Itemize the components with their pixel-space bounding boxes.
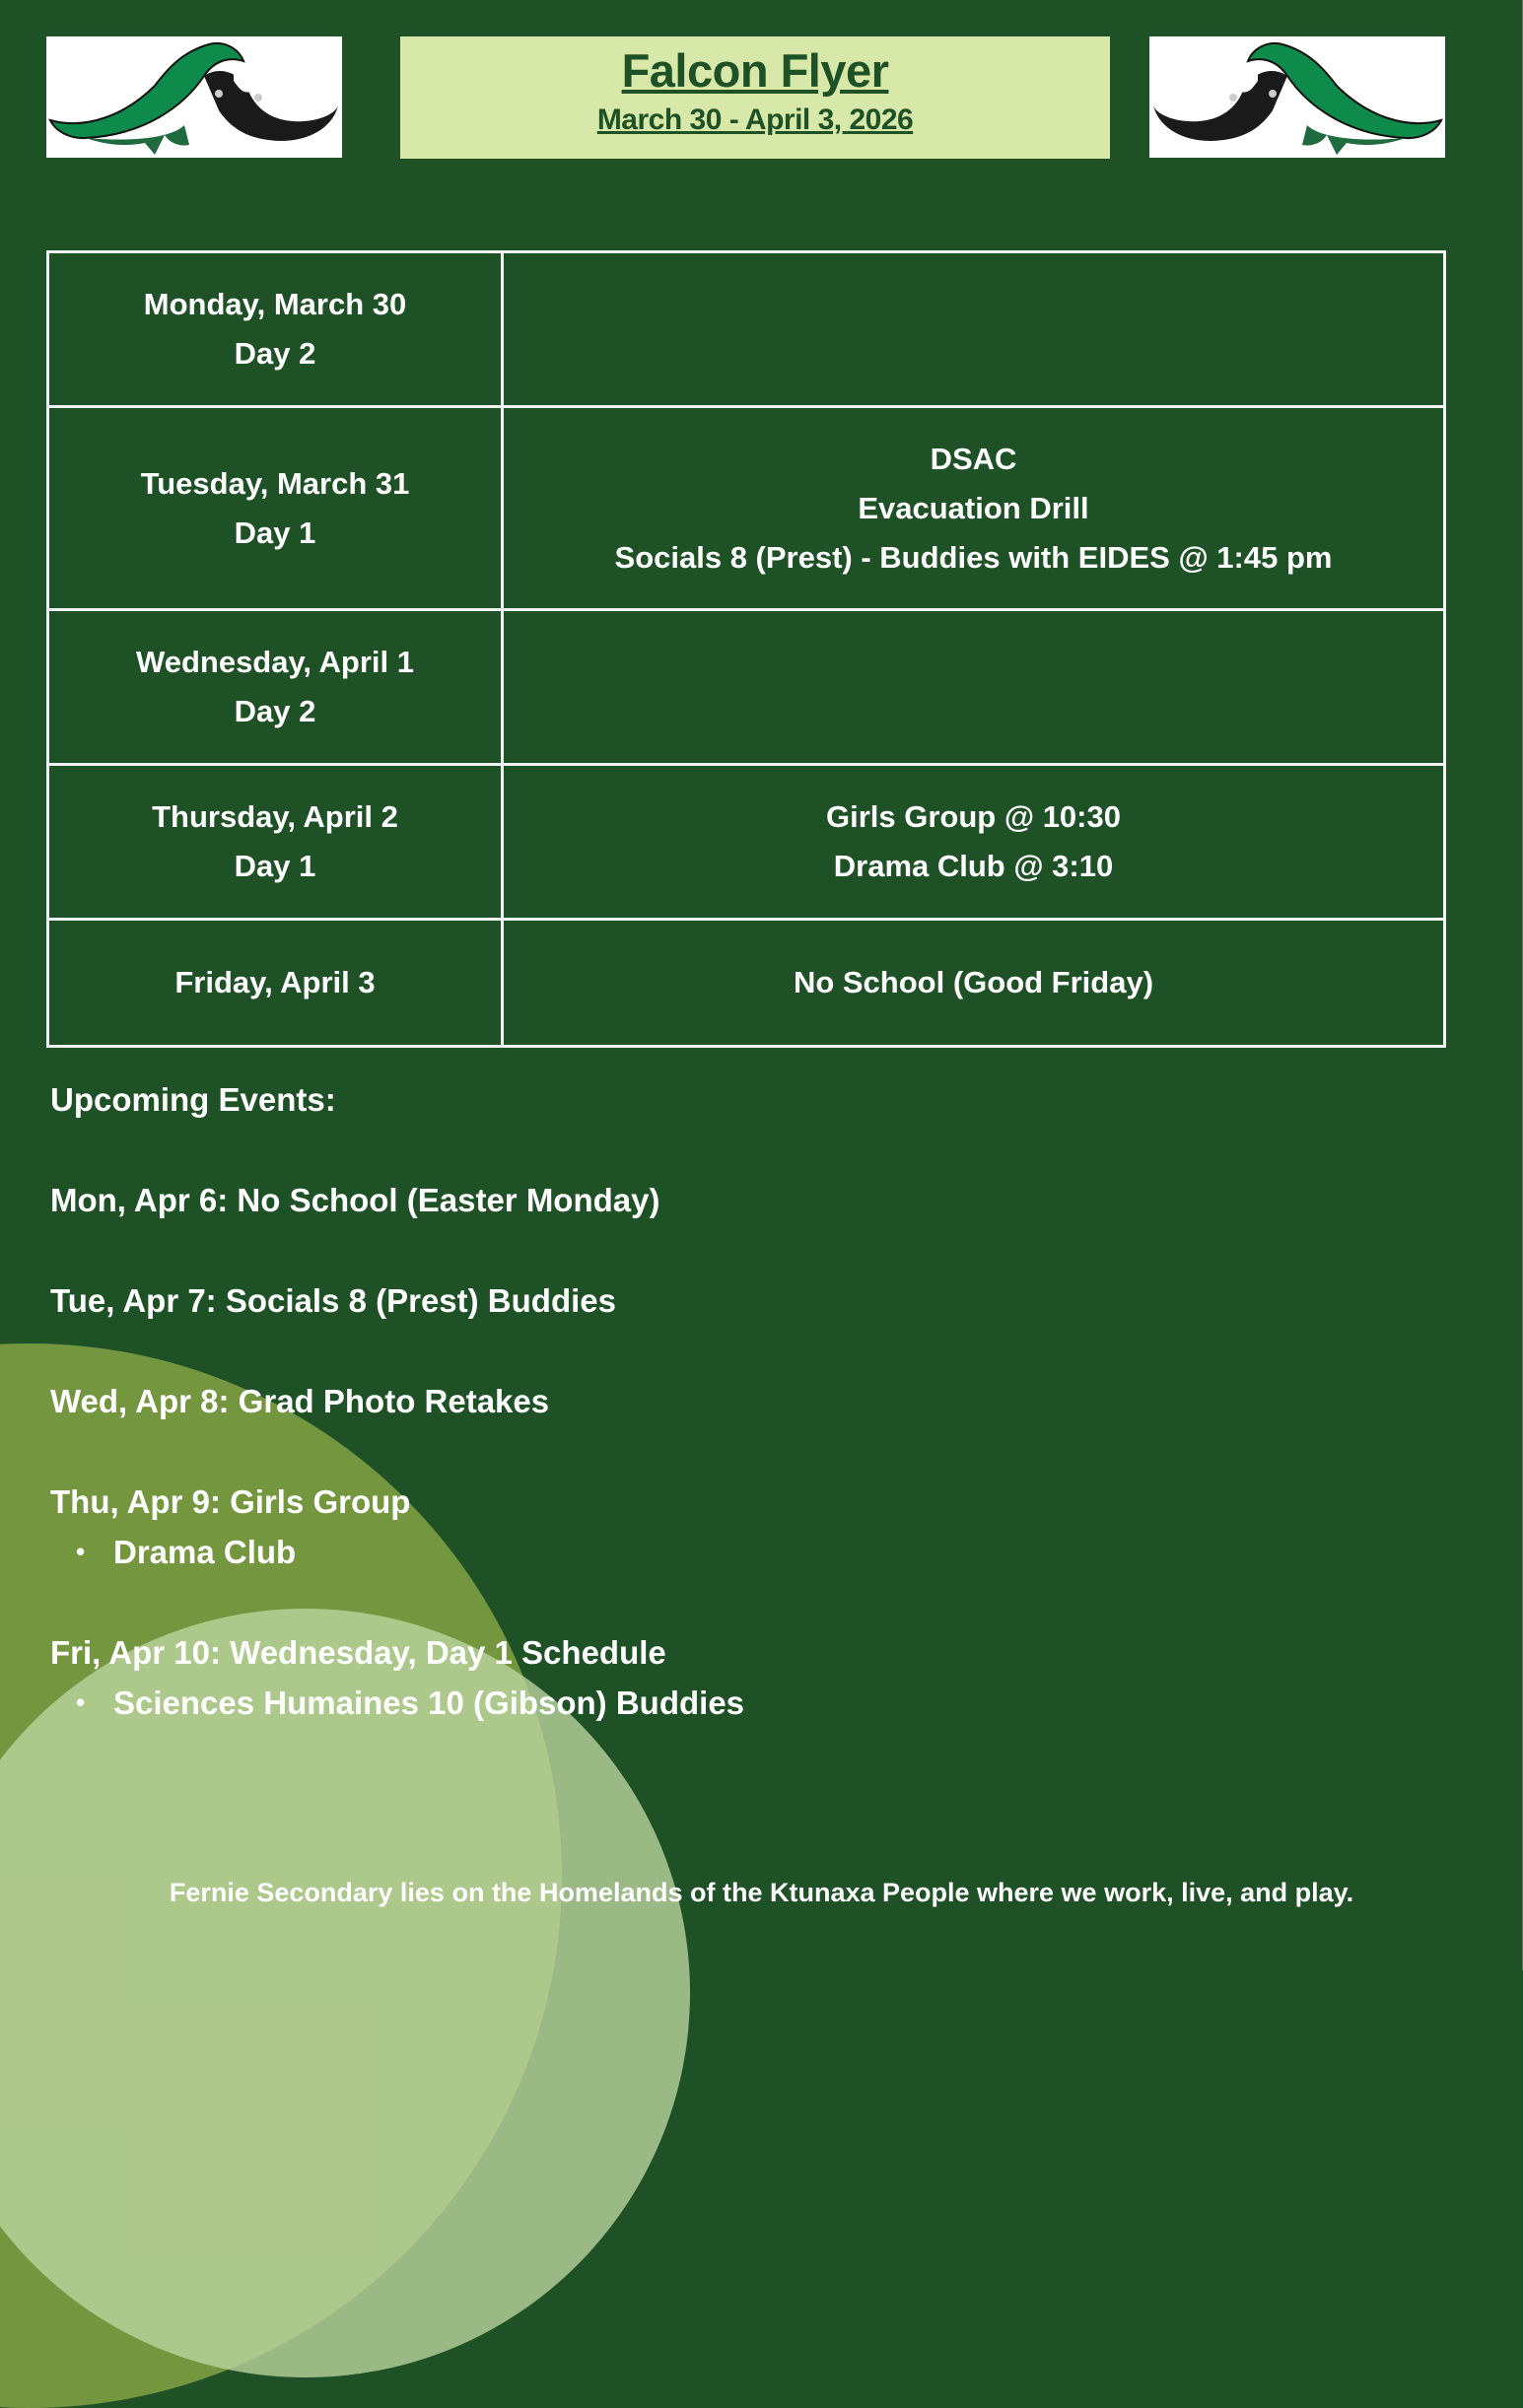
upcoming-event (50, 1376, 1233, 1426)
event-item: Drama Club @ 3:10 (833, 849, 1114, 883)
date-range: March 30 - April 3, 2026 (596, 103, 914, 136)
day-cell (48, 920, 503, 1047)
day-label: Wednesday, April 1 (136, 645, 414, 679)
table-row (48, 610, 1445, 765)
events-cell (503, 765, 1445, 920)
upcoming-events-heading: Upcoming Events: (50, 1081, 336, 1118)
events-cell (503, 920, 1445, 1047)
falcon-mascot-icon (1149, 36, 1445, 158)
upcoming-event (50, 1477, 1233, 1577)
sub-event-item (76, 1527, 1233, 1577)
falcon-logo-left (46, 36, 342, 158)
events-cell (503, 610, 1445, 765)
event-text: Wed, Apr 8: Grad Photo Retakes (50, 1383, 550, 1419)
event-item: Girls Group @ 10:30 (826, 799, 1121, 834)
cycle-label: Day 2 (234, 336, 316, 371)
table-row (48, 407, 1445, 610)
events-cell (503, 252, 1445, 407)
day-cell (48, 407, 503, 610)
day-label: Monday, March 30 (143, 287, 407, 321)
cycle-label: Day 2 (234, 694, 316, 728)
day-label: Friday, April 3 (174, 965, 376, 999)
event-text: Thu, Apr 9: Girls Group (50, 1483, 411, 1520)
cycle-label: Day 1 (234, 515, 316, 550)
event-item: Socials 8 (Prest) - Buddies with EIDES @ 1:45 pm (614, 539, 1333, 575)
falcon-logo-right (1149, 36, 1445, 158)
day-cell (48, 765, 503, 920)
events-cell (503, 407, 1445, 610)
sub-event-text: Drama Club (113, 1534, 297, 1570)
event-text: Tue, Apr 7: Socials 8 (Prest) Buddies (50, 1282, 616, 1319)
day-label: Tuesday, March 31 (140, 465, 410, 501)
table-row (48, 765, 1445, 920)
sub-event-list (50, 1527, 1233, 1577)
land-acknowledgement: Fernie Secondary lies on the Homelands of the Ktunaxa People where we work, live, and play. (169, 1878, 1354, 1907)
event-text: Mon, Apr 6: No School (Easter Monday) (50, 1182, 660, 1218)
header-title-box (400, 36, 1110, 159)
event-item: Evacuation Drill (858, 490, 1089, 525)
table-row (48, 920, 1445, 1047)
weekly-schedule-table (46, 250, 1446, 1048)
table-row (48, 252, 1445, 407)
upcoming-event (50, 1275, 1233, 1326)
bullet-icon: • (76, 1537, 86, 1566)
upcoming-event (50, 1627, 1233, 1728)
event-item: No School (Good Friday) (793, 965, 1154, 999)
event-text: Fri, Apr 10: Wednesday, Day 1 Schedule (50, 1634, 666, 1671)
event-item: DSAC (930, 441, 1017, 476)
cycle-label: Day 1 (234, 849, 316, 883)
upcoming-events-section (50, 1074, 1233, 1778)
falcon-mascot-icon (46, 36, 342, 158)
day-label: Thursday, April 2 (152, 799, 398, 834)
bullet-icon: • (76, 1687, 86, 1717)
upcoming-event (50, 1175, 1233, 1225)
sub-event-item (76, 1678, 1233, 1728)
sub-event-text: Sciences Humaines 10 (Gibson) Buddies (113, 1685, 745, 1721)
newsletter-title: Falcon Flyer (621, 44, 889, 97)
day-cell (48, 610, 503, 765)
day-cell (48, 252, 503, 407)
sub-event-list (50, 1678, 1233, 1728)
